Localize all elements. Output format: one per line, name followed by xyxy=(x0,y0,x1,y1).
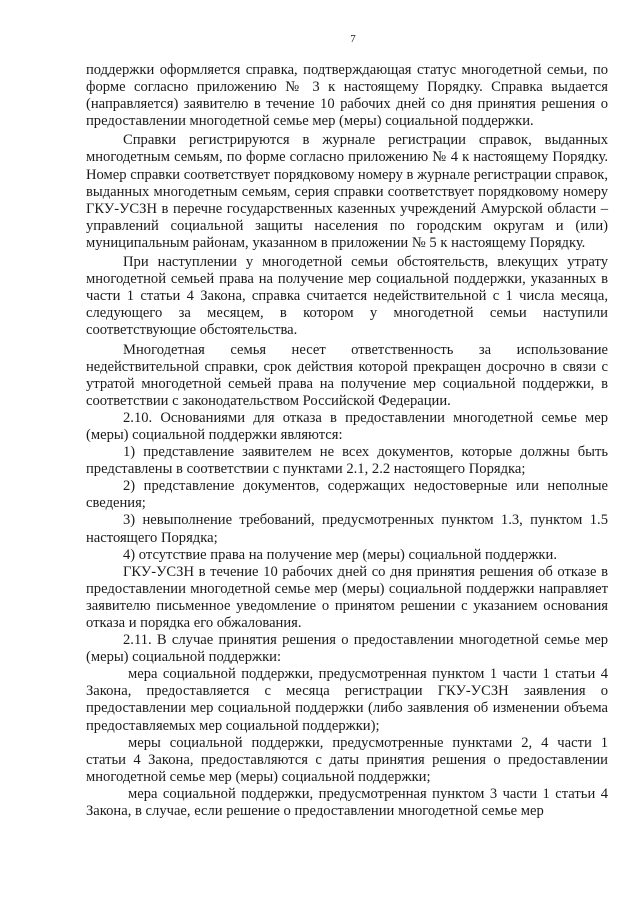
paragraph: меры социальной поддержки, предусмотренные пунктами 2, 4 части 1 статьи 4 Закона, предоставляются с даты принятия решения о предоставлении многодетной семье мер (меры) социальной поддержки; xyxy=(86,734,608,785)
paragraph: При наступлении у многодетной семьи обстоятельств, влекущих утрату многодетной семьей права на получение мер социальной поддержки, указанных в части 1 статьи 4 Закона, справка считается недействительной с 1 числа месяца, следующего за месяцем, в котором у многодетной семьи наступили соответствующие обстоятельства. xyxy=(86,254,608,339)
paragraph: Многодетная семья несет ответственность за использование недействительной справки, срок действия которой прекращен досрочно в связи с утратой многодетной семьей права на получение мер социальной поддержки, в соответствии с законодательством Российской Федерации. xyxy=(86,341,608,409)
paragraph: ГКУ-УСЗН в течение 10 рабочих дней со дня принятия решения об отказе в предоставлении многодетной семье мер (меры) социальной поддержки направляет заявителю письменное уведомление о принятом решении с указанием основания отказа и порядка его обжалования. xyxy=(86,563,608,631)
paragraph: поддержки оформляется справка, подтверждающая статус многодетной семьи, по форме согласно приложению № 3 к настоящему Порядку. Справка выдается (направляется) заявителю в течение 10 рабочих дней со дня принятия решения о предоставлении многодетной семье мер (меры) социальной поддержки. xyxy=(86,62,608,130)
paragraph: Справки регистрируются в журнале регистрации справок, выданных многодетным семьям, по форме согласно приложению № 4 к настоящему Порядку. Номер справки соответствует порядковому номеру в журнале регистрации справок, выданных многодетным семьям, серия справки соответствует порядковому номеру ГКУ-УСЗН в перечне государственных казенных учреждений Амурской области – управлений социальной защиты населения по городским округам и (или) муниципальным районам, указанном в приложении № 5 к настоящему Порядку. xyxy=(86,132,608,251)
paragraph: 2.11. В случае принятия решения о предоставлении многодетной семье мер (меры) социальной поддержки: xyxy=(86,632,608,666)
paragraph: мера социальной поддержки, предусмотренная пунктом 3 части 1 статьи 4 Закона, в случае, если решение о предоставлении многодетной семье мер xyxy=(86,785,608,820)
paragraph: 3) невыполнение требований, предусмотренных пунктом 1.3, пунктом 1.5 настоящего Порядка; xyxy=(86,512,608,546)
document-body xyxy=(86,62,608,820)
paragraph: 1) представление заявителем не всех документов, которые должны быть представлены в соответствии с пунктами 2.1, 2.2 настоящего Порядка; xyxy=(86,444,608,478)
paragraph: 4) отсутствие права на получение мер (меры) социальной поддержки. xyxy=(123,546,557,563)
paragraph: мера социальной поддержки, предусмотренная пунктом 1 части 1 статьи 4 Закона, предоставляется с месяца регистрации ГКУ-УСЗН заявления о предоставлении мер социальной поддержки (либо заявления об изменении объема предоставляемых мер социальной поддержки); xyxy=(86,666,608,734)
paragraph: 2) представление документов, содержащих недостоверные или неполные сведения; xyxy=(86,478,608,512)
page-number: 7 xyxy=(350,33,356,45)
paragraph: 2.10. Основаниями для отказа в предоставлении многодетной семье мер (меры) социальной поддержки являются: xyxy=(86,409,608,443)
